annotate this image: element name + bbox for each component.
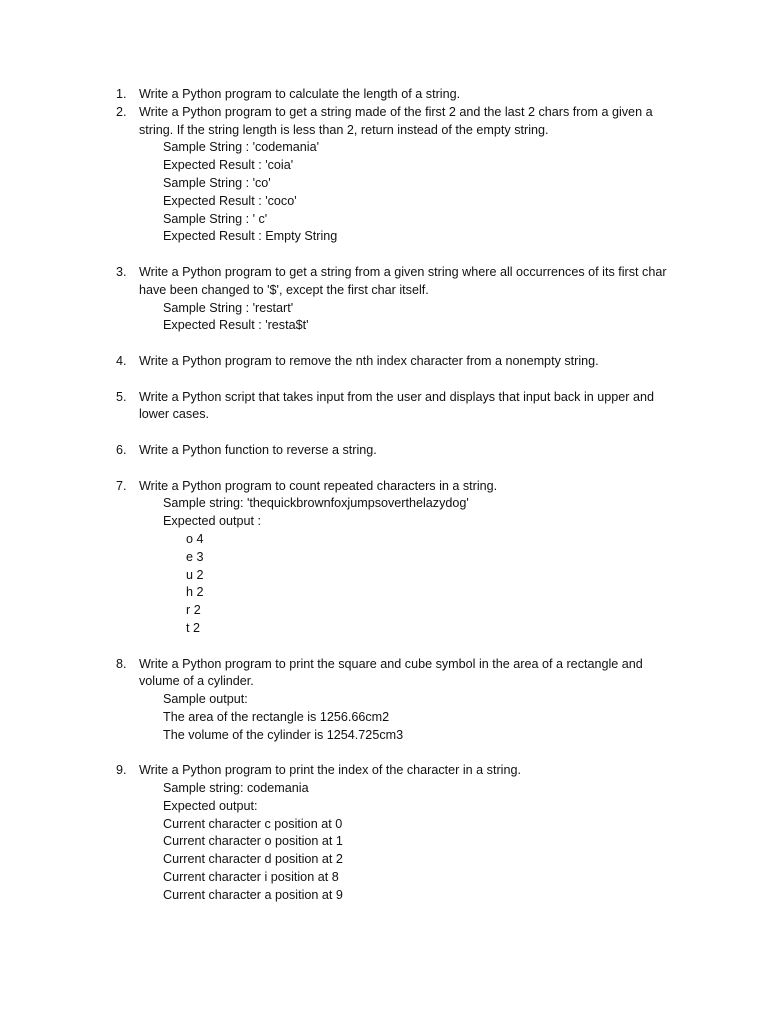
output-line: o 4: [186, 531, 204, 546]
example-line: The area of the rectangle is 1256.66cm2: [163, 709, 390, 724]
output-line: r 2: [186, 603, 201, 618]
question-6: [0, 442, 679, 460]
question-1: [0, 86, 679, 104]
question-number: 4.: [116, 353, 127, 368]
example-line: Expected Result : 'coco': [163, 193, 297, 208]
question-text: Write a Python program to calculate the length of a string.: [139, 87, 461, 101]
example-line: Current character c position at 0: [163, 816, 343, 831]
question-number: 7.: [116, 478, 127, 493]
example-line: Expected output :: [163, 514, 262, 529]
output-line: t 2: [186, 620, 201, 635]
example-line: Expected Result : 'resta$t': [163, 318, 309, 333]
question-text: Write a Python function to reverse a string.: [139, 442, 377, 457]
output-line: u 2: [186, 567, 204, 582]
example-line: Expected output:: [163, 798, 258, 813]
example-line: Expected Result : 'coia': [163, 158, 294, 173]
question-number: 9.: [116, 763, 127, 778]
question-4: [0, 353, 679, 371]
question-7: [0, 478, 679, 638]
question-number: 2.: [116, 104, 127, 119]
question-text: Write a Python program to count repeated characters in a string.: [139, 478, 498, 493]
question-text: Write a Python program to get a string made of the first 2 and the last 2 chars from a given a string. If the string length is less than 2, return instead of the empty string.: [139, 104, 653, 137]
output-line: h 2: [186, 585, 204, 600]
example-line: Current character a position at 9: [163, 887, 343, 902]
example-line: Sample String : 'restart': [163, 300, 294, 315]
question-text: Write a Python program to remove the nth index character from a nonempty string.: [139, 353, 599, 368]
question-number: 3.: [116, 264, 127, 279]
example-line: Current character d position at 2: [163, 852, 343, 867]
example-line: Expected Result : Empty String: [163, 229, 338, 244]
question-number: 6.: [116, 442, 127, 457]
example-line: The volume of the cylinder is 1254.725cm3: [163, 727, 404, 742]
question-9: [0, 762, 679, 904]
example-line: Current character i position at 8: [163, 870, 339, 885]
example-line: Sample String : 'codemania': [163, 140, 320, 155]
example-line: Current character o position at 1: [163, 834, 343, 849]
question-2: [0, 104, 679, 246]
document-page: [0, 86, 768, 922]
question-text: Write a Python program to print the index of the character in a string.: [139, 763, 521, 778]
example-line: Sample String : 'co': [163, 175, 271, 190]
output-line: e 3: [186, 549, 204, 564]
question-number: 1.: [116, 87, 127, 101]
question-text: Write a Python program to get a string from a given string where all occurrences of its first char have been changed to '$', except the first char itself.: [139, 264, 667, 297]
question-8: [0, 656, 679, 745]
example-line: Sample output:: [163, 692, 248, 707]
example-line: Sample string: codemania: [163, 781, 309, 796]
question-number: 5.: [116, 389, 127, 404]
question-number: 8.: [116, 656, 127, 671]
example-line: Sample string: 'thequickbrownfoxjumpsoverthelazydog': [163, 496, 469, 511]
example-line: Sample String : ' c': [163, 211, 268, 226]
question-text: Write a Python program to print the square and cube symbol in the area of a rectangle and volume of a cylinder.: [139, 656, 643, 689]
question-3: [0, 264, 679, 335]
question-5: [0, 389, 679, 425]
question-text: Write a Python script that takes input from the user and displays that input back in upper and lower cases.: [139, 389, 654, 422]
